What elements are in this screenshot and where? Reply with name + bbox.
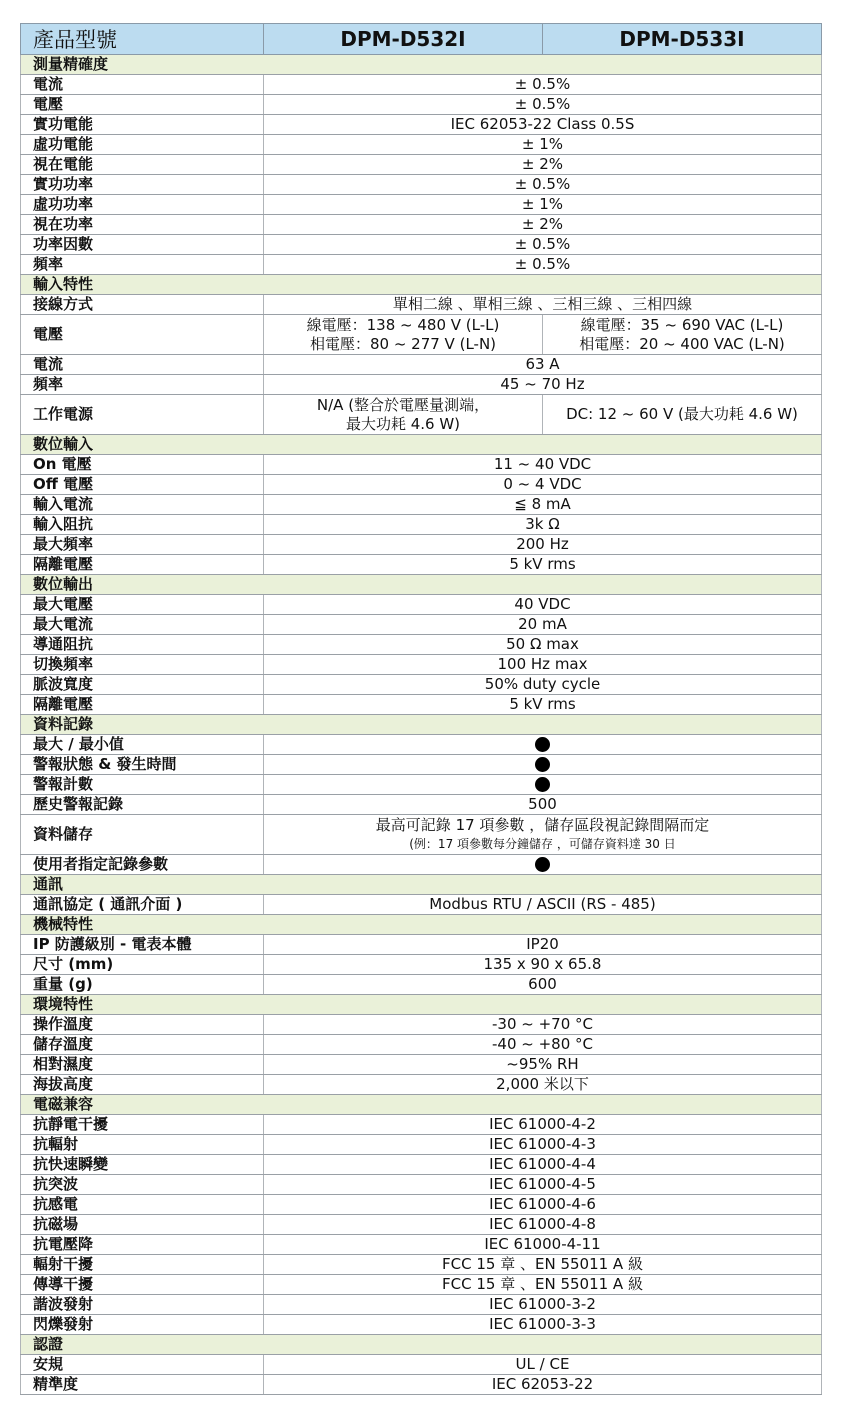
section-title: 環境特性: [21, 995, 822, 1015]
header-model-2: DPM-D533I: [543, 24, 822, 55]
spec-value-line: 最大功耗 4.6 W): [345, 414, 461, 433]
spec-row: [21, 1295, 822, 1315]
spec-value: UL / CE: [264, 1355, 822, 1375]
spec-value: 45 ~ 70 Hz: [264, 375, 822, 395]
spec-row: [21, 1175, 822, 1195]
spec-row: [21, 1215, 822, 1235]
spec-row: [21, 1155, 822, 1175]
spec-label: 抗靜電干擾: [21, 1115, 264, 1135]
spec-label: 電壓: [21, 315, 264, 355]
spec-value: IEC 61000-4-11: [264, 1235, 822, 1255]
section-header: [21, 1335, 822, 1355]
spec-value: IEC 62053-22: [264, 1375, 822, 1395]
section-header: [21, 915, 822, 935]
spec-label: 隔離電壓: [21, 555, 264, 575]
header-model-1: DPM-D532I: [264, 24, 543, 55]
spec-value: ± 0.5%: [264, 235, 822, 255]
spec-row: [21, 935, 822, 955]
spec-value: IEC 61000-4-8: [264, 1215, 822, 1235]
spec-label: 輸入阻抗: [21, 515, 264, 535]
spec-label: 電流: [21, 355, 264, 375]
spec-row: [21, 215, 822, 235]
spec-label: 安規: [21, 1355, 264, 1375]
spec-label: 輸入電流: [21, 495, 264, 515]
spec-label: 使用者指定記錄參數: [21, 855, 264, 875]
spec-value: 3k Ω: [264, 515, 822, 535]
spec-label: 電壓: [21, 95, 264, 115]
spec-body: [21, 55, 822, 1395]
spec-row: [21, 475, 822, 495]
spec-value: 5 kV rms: [264, 555, 822, 575]
spec-value: FCC 15 章 、EN 55011 A 級: [264, 1275, 822, 1295]
spec-row: [21, 1255, 822, 1275]
spec-value: IEC 61000-4-3: [264, 1135, 822, 1155]
section-header: [21, 55, 822, 75]
spec-row: [21, 355, 822, 375]
spec-value-v2: [543, 395, 822, 435]
spec-value-line: 線電壓：138 ~ 480 V (L-L): [306, 315, 500, 334]
spec-row: [21, 635, 822, 655]
spec-row: [21, 1315, 822, 1335]
spec-label: 海拔高度: [21, 1075, 264, 1095]
spec-value: IEC 61000-4-4: [264, 1155, 822, 1175]
spec-label: 電流: [21, 75, 264, 95]
section-header: [21, 275, 822, 295]
spec-value-note: (例：17 項參數每分鐘儲存 ，可儲存資料達 30 日: [409, 836, 676, 851]
spec-row: [21, 455, 822, 475]
spec-value-v2: [543, 315, 822, 355]
spec-row: [21, 595, 822, 615]
section-header: [21, 715, 822, 735]
spec-label: 脈波寬度: [21, 675, 264, 695]
spec-value: -40 ~ +80 °C: [264, 1035, 822, 1055]
spec-value: IEC 61000-4-6: [264, 1195, 822, 1215]
spec-value: 40 VDC: [264, 595, 822, 615]
spec-label: 實功功率: [21, 175, 264, 195]
spec-label: 抗突波: [21, 1175, 264, 1195]
spec-value: [264, 815, 822, 855]
spec-label: 最大頻率: [21, 535, 264, 555]
spec-value: IEC 61000-3-3: [264, 1315, 822, 1335]
spec-label: 抗磁場: [21, 1215, 264, 1235]
spec-label: 抗電壓降: [21, 1235, 264, 1255]
spec-label: 接線方式: [21, 295, 264, 315]
spec-row: [21, 375, 822, 395]
spec-row: [21, 515, 822, 535]
spec-label: 頻率: [21, 255, 264, 275]
spec-row: [21, 1075, 822, 1095]
spec-value: ± 1%: [264, 195, 822, 215]
spec-label: 資料儲存: [21, 815, 264, 855]
spec-value: 135 x 90 x 65.8: [264, 955, 822, 975]
spec-value: 50% duty cycle: [264, 675, 822, 695]
spec-label: 工作電源: [21, 395, 264, 435]
spec-label: 警報計數: [21, 775, 264, 795]
spec-value-line: 相電壓：80 ~ 277 V (L-N): [309, 334, 497, 353]
spec-row: [21, 1275, 822, 1295]
spec-value: ± 2%: [264, 155, 822, 175]
spec-label: 最大電流: [21, 615, 264, 635]
spec-row: [21, 135, 822, 155]
spec-row: [21, 695, 822, 715]
section-header: [21, 435, 822, 455]
spec-value: 0 ~ 4 VDC: [264, 475, 822, 495]
spec-row: [21, 655, 822, 675]
spec-row: [21, 1195, 822, 1215]
spec-value: 5 kV rms: [264, 695, 822, 715]
section-title: 數位輸入: [21, 435, 822, 455]
spec-label: 儲存溫度: [21, 1035, 264, 1055]
spec-label: 虛功功率: [21, 195, 264, 215]
spec-row: [21, 195, 822, 215]
spec-row: [21, 395, 822, 435]
spec-label: 視在電能: [21, 155, 264, 175]
spec-row: [21, 615, 822, 635]
spec-value: 20 mA: [264, 615, 822, 635]
spec-row: [21, 155, 822, 175]
spec-label: 切換頻率: [21, 655, 264, 675]
spec-row: [21, 95, 822, 115]
spec-label: 輻射干擾: [21, 1255, 264, 1275]
spec-value: ≦ 8 mA: [264, 495, 822, 515]
spec-row: [21, 75, 822, 95]
spec-row: [21, 115, 822, 135]
spec-label: 操作溫度: [21, 1015, 264, 1035]
spec-value: -30 ~ +70 °C: [264, 1015, 822, 1035]
spec-row: [21, 775, 822, 795]
spec-value: ± 2%: [264, 215, 822, 235]
section-title: 輸入特性: [21, 275, 822, 295]
spec-label: 最大電壓: [21, 595, 264, 615]
spec-row: [21, 1235, 822, 1255]
bullet-dot-icon: [535, 757, 550, 772]
section-title: 認證: [21, 1335, 822, 1355]
spec-label: 閃爍發射: [21, 1315, 264, 1335]
spec-value-line: 最高可記錄 17 項參數 ，儲存區段視記錄間隔而定: [375, 815, 710, 834]
spec-row: [21, 255, 822, 275]
spec-row: [21, 975, 822, 995]
spec-label: Off 電壓: [21, 475, 264, 495]
spec-value: ± 0.5%: [264, 255, 822, 275]
spec-value-line: N/A (整合於電壓量測端，: [316, 395, 490, 414]
spec-label: 導通阻抗: [21, 635, 264, 655]
spec-value: 2,000 米以下: [264, 1075, 822, 1095]
section-header: [21, 875, 822, 895]
spec-row: [21, 1055, 822, 1075]
spec-row: [21, 235, 822, 255]
spec-label: 功率因數: [21, 235, 264, 255]
spec-value: [264, 855, 822, 875]
spec-row: [21, 855, 822, 875]
spec-value: ~95% RH: [264, 1055, 822, 1075]
spec-value: 單相二線 、單相三線 、三相三線 、三相四線: [264, 295, 822, 315]
spec-label: 抗輻射: [21, 1135, 264, 1155]
spec-value: FCC 15 章 、EN 55011 A 級: [264, 1255, 822, 1275]
section-title: 資料記錄: [21, 715, 822, 735]
spec-value: IEC 61000-4-5: [264, 1175, 822, 1195]
spec-row: [21, 175, 822, 195]
spec-label: 視在功率: [21, 215, 264, 235]
spec-row: [21, 755, 822, 775]
section-title: 測量精確度: [21, 55, 822, 75]
section-title: 通訊: [21, 875, 822, 895]
spec-row: [21, 1135, 822, 1155]
spec-row: [21, 315, 822, 355]
spec-row: [21, 495, 822, 515]
spec-label: IP 防護級別 - 電表本體: [21, 935, 264, 955]
section-title: 機械特性: [21, 915, 822, 935]
spec-label: 頻率: [21, 375, 264, 395]
spec-value: IEC 61000-4-2: [264, 1115, 822, 1135]
spec-value: 200 Hz: [264, 535, 822, 555]
spec-row: [21, 795, 822, 815]
spec-label: 通訊協定 ( 通訊介面 ): [21, 895, 264, 915]
spec-value: IEC 61000-3-2: [264, 1295, 822, 1315]
spec-label: 警報狀態 & 發生時間: [21, 755, 264, 775]
spec-value: [264, 775, 822, 795]
spec-row: [21, 675, 822, 695]
spec-value: 50 Ω max: [264, 635, 822, 655]
spec-row: [21, 815, 822, 855]
spec-label: On 電壓: [21, 455, 264, 475]
spec-value: IEC 62053-22 Class 0.5S: [264, 115, 822, 135]
spec-value: 11 ~ 40 VDC: [264, 455, 822, 475]
spec-label: 歷史警報記錄: [21, 795, 264, 815]
spec-value: IP20: [264, 935, 822, 955]
spec-row: [21, 1015, 822, 1035]
spec-row: [21, 735, 822, 755]
spec-label: 重量 (g): [21, 975, 264, 995]
spec-row: [21, 1035, 822, 1055]
spec-row: [21, 1375, 822, 1395]
spec-value: ± 0.5%: [264, 175, 822, 195]
bullet-dot-icon: [535, 777, 550, 792]
spec-row: [21, 1115, 822, 1135]
spec-label: 最大 / 最小值: [21, 735, 264, 755]
spec-label: 隔離電壓: [21, 695, 264, 715]
spec-value: [264, 735, 822, 755]
spec-row: [21, 295, 822, 315]
header-label: 產品型號: [21, 24, 264, 55]
spec-value-line: 相電壓：20 ~ 400 VAC (L-N): [579, 334, 785, 353]
spec-value-line: 線電壓：35 ~ 690 VAC (L-L): [580, 315, 784, 334]
bullet-dot-icon: [535, 737, 550, 752]
spec-value: ± 0.5%: [264, 75, 822, 95]
spec-label: 抗感電: [21, 1195, 264, 1215]
spec-label: 相對濕度: [21, 1055, 264, 1075]
spec-value: 63 A: [264, 355, 822, 375]
spec-row: [21, 895, 822, 915]
spec-label: 精準度: [21, 1375, 264, 1395]
header-row: [21, 24, 822, 55]
spec-value: ± 0.5%: [264, 95, 822, 115]
section-header: [21, 995, 822, 1015]
spec-value: [264, 755, 822, 775]
spec-value: 600: [264, 975, 822, 995]
spec-row: [21, 955, 822, 975]
spec-value: ± 1%: [264, 135, 822, 155]
spec-value: 100 Hz max: [264, 655, 822, 675]
spec-value: Modbus RTU / ASCII (RS - 485): [264, 895, 822, 915]
section-header: [21, 575, 822, 595]
spec-row: [21, 535, 822, 555]
section-title: 數位輸出: [21, 575, 822, 595]
spec-label: 抗快速瞬變: [21, 1155, 264, 1175]
spec-row: [21, 1355, 822, 1375]
spec-label: 傳導干擾: [21, 1275, 264, 1295]
spec-label: 實功電能: [21, 115, 264, 135]
spec-value-v1: [264, 315, 543, 355]
spec-label: 尺寸 (mm): [21, 955, 264, 975]
spec-row: [21, 555, 822, 575]
section-header: [21, 1095, 822, 1115]
spec-label: 虛功電能: [21, 135, 264, 155]
spec-value-line: DC: 12 ~ 60 V (最大功耗 4.6 W): [566, 405, 798, 423]
section-title: 電磁兼容: [21, 1095, 822, 1115]
bullet-dot-icon: [535, 857, 550, 872]
spec-table: [20, 23, 821, 1395]
spec-label: 諧波發射: [21, 1295, 264, 1315]
spec-value-v1: [264, 395, 543, 435]
spec-value: 500: [264, 795, 822, 815]
